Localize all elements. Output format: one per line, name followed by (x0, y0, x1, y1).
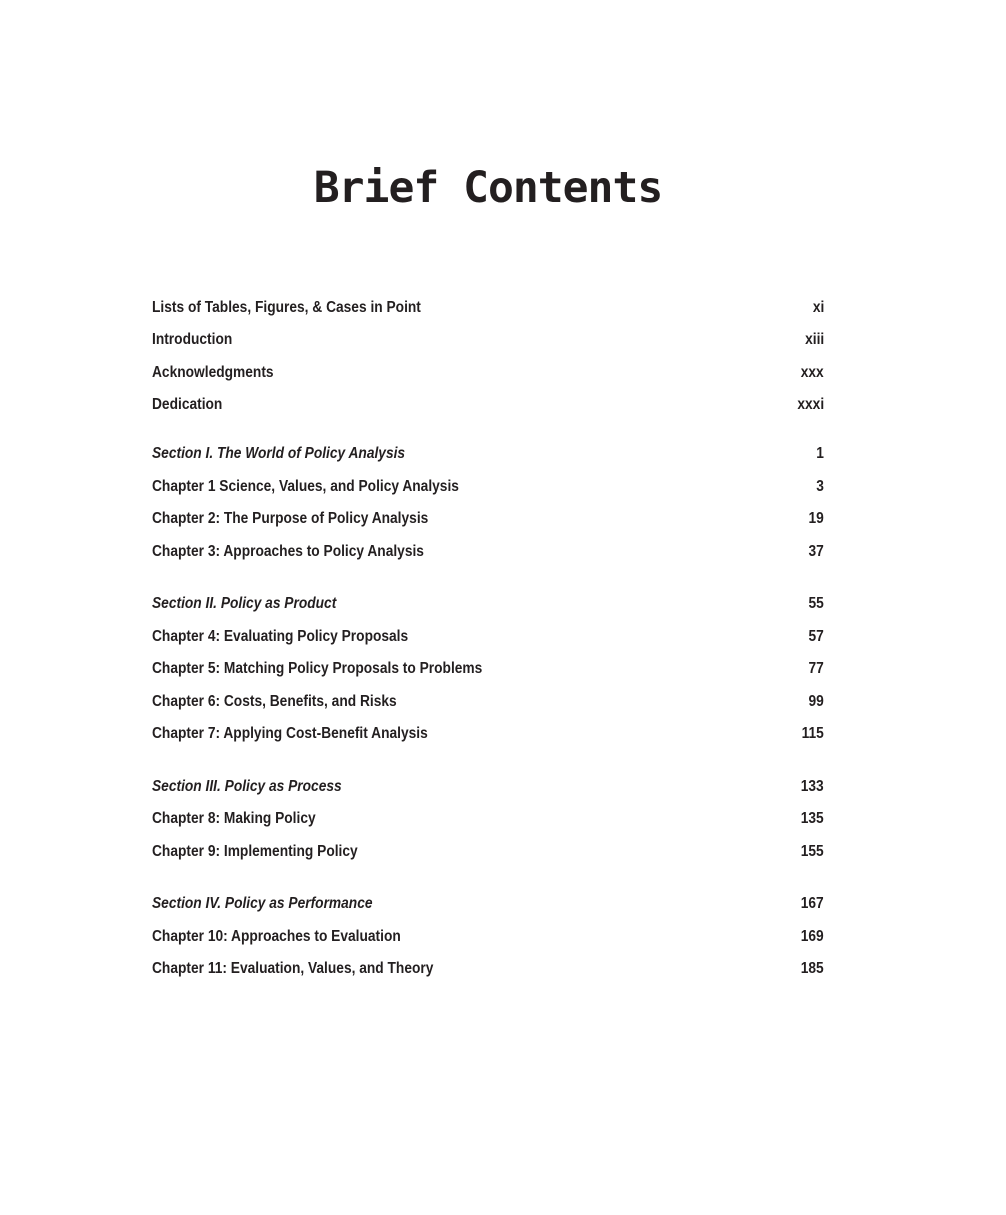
toc-chapter-6[interactable] (152, 689, 824, 715)
toc-entry-acknowledgments[interactable] (152, 360, 824, 386)
toc-chapter-9[interactable] (152, 839, 824, 865)
toc-section-1[interactable] (152, 441, 824, 467)
toc-entry-page: xiii (804, 331, 824, 348)
toc-entry-page: 3 (816, 478, 824, 495)
toc-entry-label: Chapter 9: Implementing Policy (152, 843, 358, 860)
toc-entry-label: Chapter 6: Costs, Benefits, and Risks (152, 693, 397, 710)
toc-entry-page: 135 (801, 810, 824, 827)
toc-entry-dedication[interactable] (152, 392, 824, 418)
toc-entry-label: Chapter 10: Approaches to Evaluation (152, 928, 401, 945)
toc-entry-label: Chapter 11: Evaluation, Values, and Theory (152, 960, 434, 977)
toc-chapter-3[interactable] (152, 539, 824, 565)
toc-entry-front-matter[interactable] (152, 295, 824, 321)
toc-section-3[interactable] (152, 774, 824, 800)
toc-section-label: Section III. Policy as Process (152, 778, 342, 795)
toc-entry-label: Chapter 1 Science, Values, and Policy Analysis (152, 478, 459, 495)
toc-entry-page: 37 (808, 543, 824, 560)
toc-section-label: Section II. Policy as Product (152, 595, 337, 612)
toc-entry-label: Chapter 8: Making Policy (152, 810, 316, 827)
toc-entry-page: 19 (808, 510, 824, 527)
toc-entry-introduction[interactable] (152, 327, 824, 353)
toc-entry-page: 169 (801, 928, 824, 945)
toc-entry-page: xi (812, 299, 824, 316)
toc-entry-label: Chapter 4: Evaluating Policy Proposals (152, 628, 409, 645)
toc-entry-page: 57 (808, 628, 824, 645)
toc-entry-label: Chapter 2: The Purpose of Policy Analysis (152, 510, 429, 527)
toc-section-4[interactable] (152, 891, 824, 917)
toc-entry-label: Acknowledgments (152, 364, 274, 381)
toc-entry-label: Chapter 7: Applying Cost-Benefit Analysis (152, 725, 428, 742)
toc-entry-page: xxxi (797, 396, 824, 413)
toc-entry-label: Chapter 3: Approaches to Policy Analysis (152, 543, 424, 560)
toc-entry-page: 155 (801, 843, 824, 860)
toc-chapter-11[interactable] (152, 956, 824, 982)
toc-entry-page: 55 (808, 595, 824, 612)
toc-section-2[interactable] (152, 591, 824, 617)
toc-chapter-8[interactable] (152, 806, 824, 832)
toc-chapter-2[interactable] (152, 506, 824, 532)
toc-chapter-5[interactable] (152, 656, 824, 682)
toc-chapter-10[interactable] (152, 924, 824, 950)
toc-entry-page: 1 (816, 445, 824, 462)
toc-entry-page: 167 (801, 895, 824, 912)
toc-entry-label: Chapter 5: Matching Policy Proposals to Problems (152, 660, 483, 677)
toc-chapter-1[interactable] (152, 474, 824, 500)
toc-entry-label: Introduction (152, 331, 233, 348)
toc-entry-page: 77 (808, 660, 824, 677)
toc-entry-page: 185 (801, 960, 824, 977)
toc-entry-label: Dedication (152, 396, 223, 413)
page-title: Brief Contents (313, 163, 663, 213)
toc-entry-label: Lists of Tables, Figures, & Cases in Point (152, 299, 421, 316)
toc-entry-page: 99 (808, 693, 824, 710)
toc-section-label: Section IV. Policy as Performance (152, 895, 373, 912)
toc-entry-page: 115 (801, 725, 824, 742)
toc-entry-page: xxx (801, 364, 824, 381)
toc-chapter-7[interactable] (152, 721, 824, 747)
toc-section-label: Section I. The World of Policy Analysis (152, 445, 406, 462)
toc-entry-page: 133 (801, 778, 824, 795)
toc-chapter-4[interactable] (152, 624, 824, 650)
